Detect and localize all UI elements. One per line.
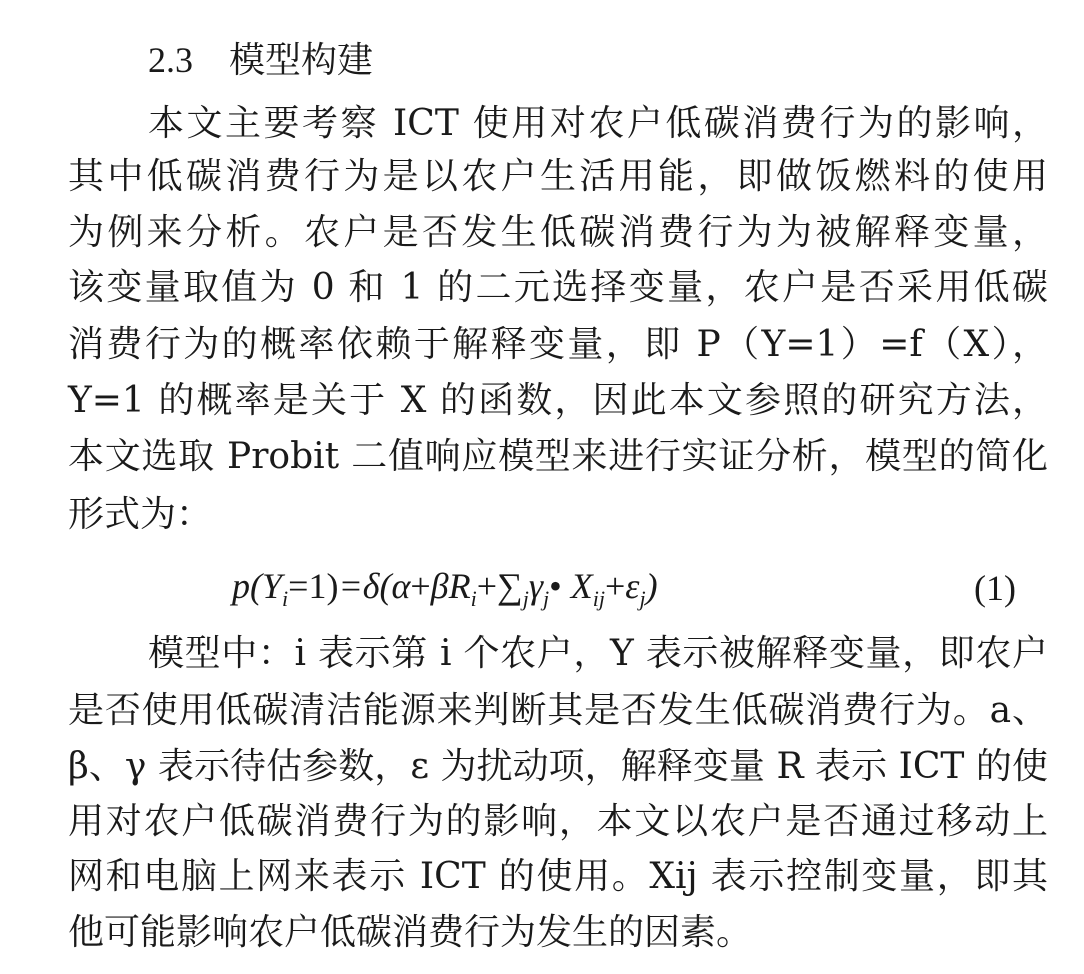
paragraph-1-line-1: 本文主要考察 ICT 使用对农户低碳消费行为的影响， [148,103,1048,144]
paragraph-2-line-2: 是否使用低碳清洁能源来判断其是否发生低碳消费行为。a、 [68,690,1048,731]
paragraph-2-line-1: 模型中：i 表示第 i 个农户，Y 表示被解释变量，即农户 [148,633,1048,674]
equation-number: (1) [974,568,1016,608]
paragraph-1-line-4: 该变量取值为 0 和 1 的二元选择变量，农户是否采用低碳 [68,267,1048,308]
paragraph-2-line-5: 网和电脑上网来表示 ICT 的使用。Xij 表示控制变量，即其 [68,856,1048,897]
paragraph-2-line-6: 他可能影响农户低碳消费行为发生的因素。 [68,912,753,953]
paragraph-2-line-3: β、γ 表示待估参数，ε 为扰动项，解释变量 R 表示 ICT 的使 [68,746,1048,787]
paragraph-1-line-7: 本文选取 Probit 二值响应模型来进行实证分析，模型的简化 [68,436,1048,477]
section-title: 模型构建 [229,40,374,81]
section-heading [148,38,373,83]
paragraph-1-line-8: 形式为： [68,494,213,535]
paragraph-1-line-3: 为例来分析。农户是否发生低碳消费行为为被解释变量， [68,212,1048,253]
section-number: 2.3 [148,40,193,80]
paragraph-1-line-2: 其中低碳消费行为是以农户生活用能，即做饭燃料的使用 [68,156,1048,197]
paragraph-1-line-6: Y=1 的概率是关于 X 的函数，因此本文参照的研究方法， [68,380,1048,421]
paragraph-1-line-5: 消费行为的概率依赖于解释变量，即 P（Y=1）=f（X）， [68,324,1048,365]
equation: $p(Y_i=1)=\delta(\alpha+\beta R_i+\sum_j\gamma_j•$ $X_{ij}+\varepsilon_j$) [232,566,658,611]
paragraph-2-line-4: 用对农户低碳消费行为的影响，本文以农户是否通过移动上 [68,801,1048,842]
